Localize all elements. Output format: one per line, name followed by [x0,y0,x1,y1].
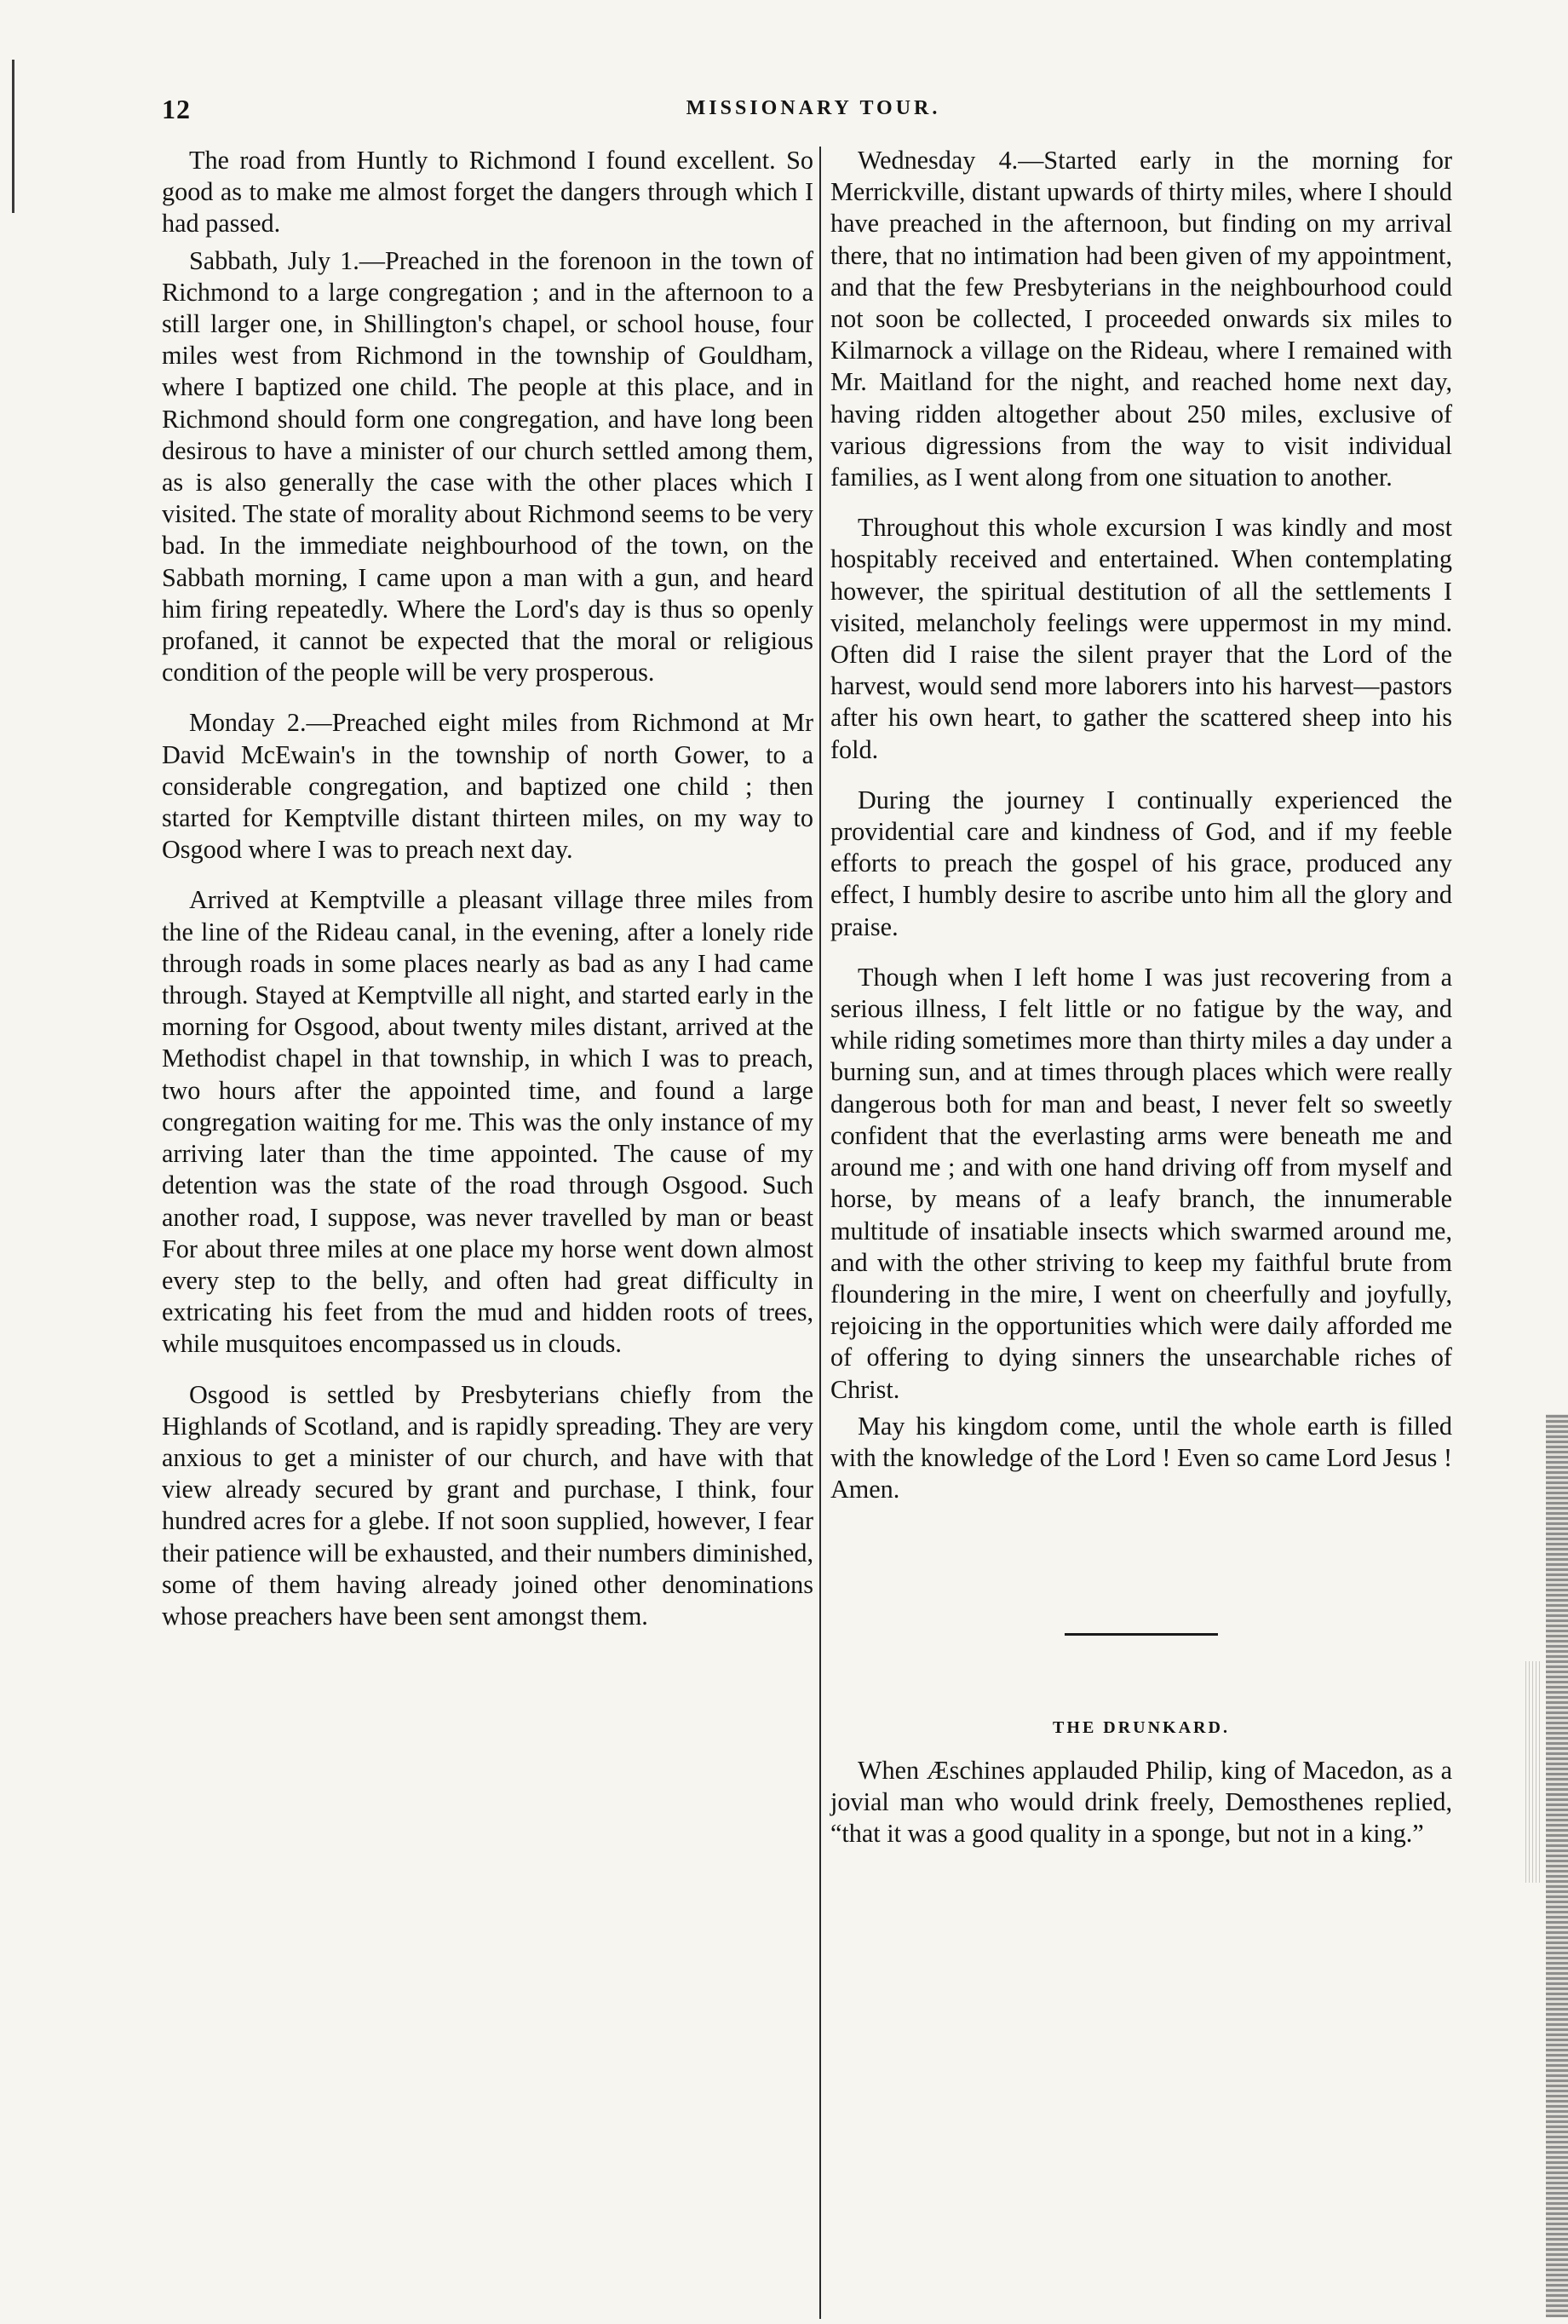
left-column [162,145,813,1651]
paragraph: During the journey I continually experienced the providential care and kindness of God, and if my feeble efforts to preach the gospel of his grace, produced any effect, I humbly desire to ascribe unto him all the glory and praise. [830,785,1452,941]
right-column [830,145,1452,1868]
section-heading: THE DRUNKARD. [1053,1718,1230,1738]
paragraph: Sabbath, July 1.—Preached in the forenoon in the town of Richmond to a large congregation ; and in the afternoon to a still larger one, in Shillington's chapel, or school house, four miles west from Richmond in the township of Gouldham, where I baptized one child. The people at this place, and in Richmond should form one congregation, and have long been desirous to have a minister of our church settled among them, as is also generally the case with the other places which I visited. The state of morality about Richmond seems to be very bad. In the immediate neighbourhood of the town, on the Sabbath morning, I came upon a man with a gun, and heard him firing repeatedly. Where the Lord's day is thus so openly profaned, it cannot be expected that the moral or religious condition of the people will be very prosperous. [162,245,813,687]
paragraph: Arrived at Kemptville a pleasant village three miles from the line of the Rideau canal, in the evening, after a lonely ride through roads in some places nearly as bad as any I had came through. Stayed at Kemptville all night, and started early in the morning for Osgood, about twenty miles distant, arrived at the Methodist chapel in that township, in which I was to preach, two hours after the appointed time, and found a large congregation waiting for me. This was the only instance of my arriving later than the time appointed. The cause of my detention was the state of the road through Osgood. Such another road, I suppose, was never travelled by man or beast For about three miles at one place my horse went down almost every step to the belly, and often had great difficulty in extricating his feet from the mud and hidden roots of trees, while musquitoes encompassed us in clouds. [162,885,813,1359]
paragraph: Wednesday 4.—Started early in the morning for Merrickville, distant upwards of thirty miles, where I should have preached in the afternoon, but finding on my arrival there, that no intimation had been given of my appointment, and that the few Presbyterians in the neighbourhood could not soon be collected, I proceeded onwards six miles to Kilmarnock a village on the Rideau, where I remained with Mr. Maitland for the night, and reached home next day, having ridden altogether about 250 miles, exclusive of various digressions from the way to visit individual families, as I went along from one situation to another. [830,146,1452,492]
paragraph: Osgood is settled by Presbyterians chiefly from the Highlands of Scotland, and is rapidly spreading. They are very anxious to get a minister of our church, and have with that view already secured by grant and purchase, I think, four hundred acres for a glebe. If not soon supplied, however, I fear their patience will be exhausted, and their numbers diminished, some of them having already joined other denominations whose preachers have been sent amongst them. [162,1379,813,1631]
paragraph: Throughout this whole excursion I was kindly and most hospitably received and entertained. When contemplating however, the spiritual destitution of all the settlements I visited, melancholy feelings were uppermost in my mind. Often did I raise the silent prayer that the Lord of the harvest, would send more laborers into his harvest—pastors after his own heart, to gather the scattered sheep into his fold. [830,513,1452,764]
page-header [162,94,1465,128]
page-number: 12 [162,94,191,124]
section-rule [1065,1633,1218,1636]
paragraph: When Æschines applauded Philip, king of Macedon, as a jovial man who would drink freely, Demosthenes replied, “that it was a good quality in a sponge, but not in a king.” [830,1755,1452,1848]
paragraph: May his kingdom come, until the whole earth is filled with the knowledge of the Lord ! Even so came Lord Jesus ! Amen. [830,1411,1452,1504]
page-edge-strip [1546,1414,1568,2317]
paragraph: Monday 2.—Preached eight miles from Richmond at Mr David McEwain's in the township of north Gower, to a considerable congregation, and baptized one child ; then started for Kemptville distant thirteen miles, on my way to Osgood where I was to preach next day. [162,708,813,865]
column-divider [819,147,821,2319]
page-edge-bleed [1525,1661,1542,1883]
running-head: MISSIONARY TOUR. [686,97,941,119]
paragraph: Though when I left home I was just recovering from a serious illness, I felt little or no fatigue by the way, and while riding sometimes more than thirty miles a day under a burning sun, and at times through places which were really dangerous both for man and beast, I never felt so sweetly confident that the everlasting arms were beneath me and around me ; and with one hand driving off from myself and horse, by means of a leafy branch, the innumerable multitude of insatiable insects which swarmed around me, and with the other striving to keep my faithful brute from floundering in the mire, I went on cheerfully and joyfully, rejoicing in the opportunities which were daily afforded me of offering to dying sinners the unsearchable riches of Christ. [830,962,1452,1404]
margin-mark [12,60,14,213]
paragraph: The road from Huntly to Richmond I found excellent. So good as to make me almost forget the dangers through which I had passed. [162,146,813,239]
